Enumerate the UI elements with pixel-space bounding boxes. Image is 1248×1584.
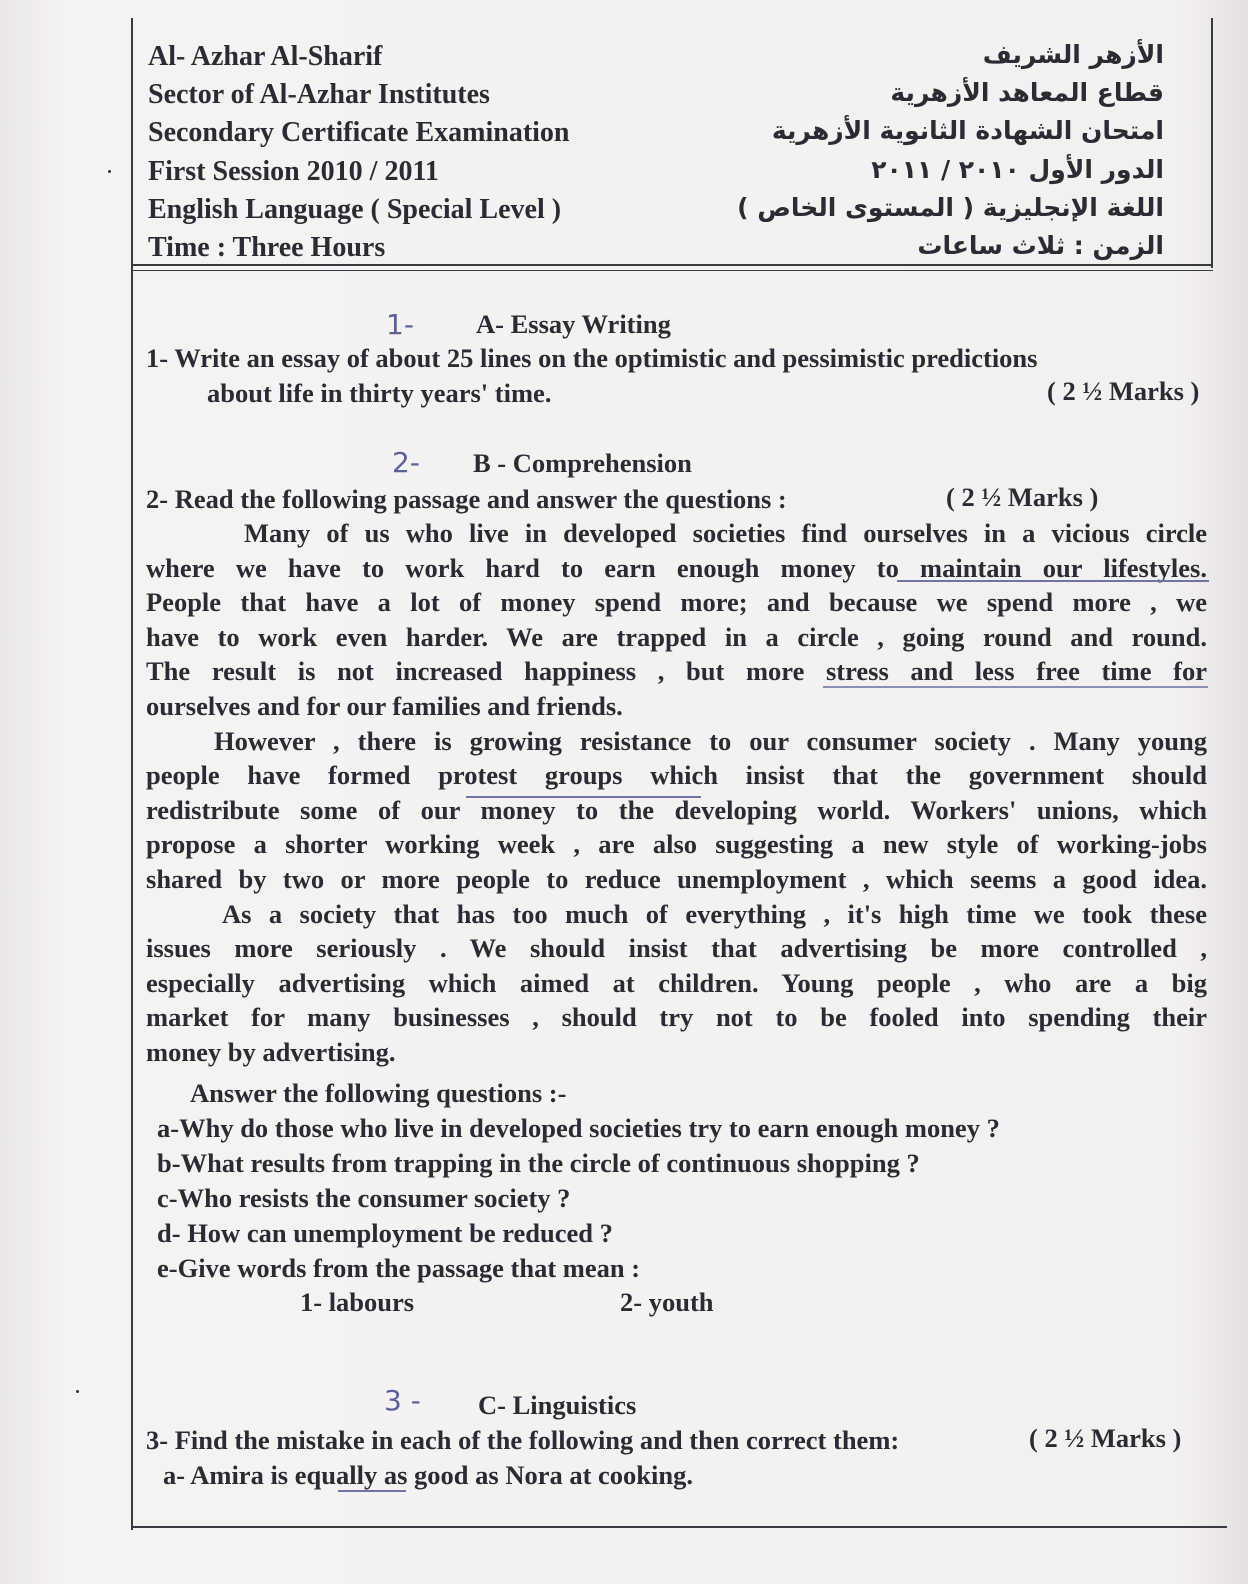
exam-name-ar: امتحان الشهادة الثانوية الأزهرية [771, 116, 1164, 146]
question-2a: a-Why do those who live in developed societies try to earn enough money ? [157, 1113, 1000, 1143]
header-english [148, 38, 570, 267]
section-c-title: C- Linguistics [478, 1390, 637, 1420]
questions-intro: Answer the following questions :- [190, 1078, 567, 1108]
duration: Time : Three Hours [148, 232, 386, 264]
question-2e: e-Give words from the passage that mean : [157, 1253, 641, 1283]
question-2-prompt: 2- Read the following passage and answer the questions : [146, 484, 787, 514]
passage-line: ourselves and for our families and friends. [146, 690, 623, 721]
frame-right-border [1211, 18, 1213, 268]
section-a-title: A- Essay Writing [476, 309, 671, 339]
subject: English Language ( Special Level ) [148, 193, 562, 225]
passage-line: money by advertising. [146, 1036, 396, 1067]
subject-ar: اللغة الإنجليزية ( المستوى الخاص ) [737, 192, 1164, 222]
passage-line: Many of us who live in developed societies find ourselves in a vicious circle [244, 518, 1207, 548]
handwritten-number: 2- [392, 446, 420, 479]
sector-name-ar: قطاع المعاهد الأزهرية [890, 78, 1164, 108]
passage-line: market for many businesses , should try not to be fooled into spending their [146, 1002, 1207, 1033]
passage-line: have to work even harder. We are trapped in a circle , going round and round. [146, 621, 1207, 652]
session: First Session 2010 / 2011 [148, 155, 439, 187]
passage-line: where we have to work hard to earn enough money to maintain our lifestyles. [146, 552, 1207, 583]
frame-bottom-border [131, 1526, 1227, 1528]
passage-line: The result is not increased happiness , but more stress and less free time for [146, 656, 1207, 687]
passage-line: People that have a lot of money spend more; and because we spend more , we [146, 587, 1207, 618]
header-divider-thin [133, 270, 1213, 271]
question-1-marks: ( 2 ½ Marks ) [1047, 376, 1200, 406]
passage-line: people have formed protest groups which insist that the government should [146, 760, 1207, 791]
pen-underline [466, 796, 701, 798]
institution-name-ar: الأزهر الشريف [982, 40, 1164, 69]
question-3-prompt: 3- Find the mistake in each of the following and then correct them: [146, 1425, 900, 1455]
duration-ar: الزمن : ثلاث ساعات [917, 231, 1164, 261]
question-3-marks: ( 2 ½ Marks ) [1029, 1423, 1182, 1453]
passage-line: especially advertising which aimed at children. Young people , who are a big [146, 967, 1207, 998]
question-1-line1: 1- Write an essay of about 25 lines on the optimistic and pessimistic predictions [146, 343, 1038, 373]
question-2b: b-What results from trapping in the circle of continuous shopping ? [157, 1148, 920, 1178]
passage-line: issues more seriously . We should insist that advertising be more controlled , [146, 933, 1207, 964]
handwritten-number: 3 - [384, 1384, 421, 1417]
question-2c: c-Who resists the consumer society ? [157, 1183, 571, 1213]
frame-left-border [131, 18, 133, 1530]
word-item-2: 2- youth [620, 1287, 714, 1317]
session-ar: الدور الأول ٢٠١٠ / ٢٠١١ [871, 154, 1164, 184]
passage-line: shared by two or more people to reduce unemployment , which seems a good idea. [146, 863, 1207, 894]
passage-line: As a society that has too much of everything , it's high time we took these [222, 898, 1207, 929]
speck [76, 1390, 79, 1393]
question-2d: d- How can unemployment be reduced ? [157, 1218, 613, 1248]
passage-line: However , there is growing resistance to our consumer society . Many young [214, 725, 1207, 756]
handwritten-number: 1- [386, 308, 414, 341]
question-2-marks: ( 2 ½ Marks ) [946, 482, 1099, 512]
pen-underline [897, 580, 1209, 582]
reading-passage [146, 516, 1207, 1070]
word-item-1: 1- labours [300, 1287, 415, 1317]
passage-line: redistribute some of our money to the developing world. Workers' unions, which [146, 794, 1207, 825]
question-1-line2: about life in thirty years' time. [207, 378, 552, 408]
passage-line: propose a shorter working week , are also suggesting a new style of working-jobs [146, 829, 1207, 860]
institution-name: Al- Azhar Al-Sharif [148, 41, 383, 72]
speck [108, 170, 111, 173]
question-3a: a- Amira is equally as good as Nora at cooking. [163, 1460, 694, 1490]
section-b-title: B - Comprehension [473, 448, 692, 478]
header-arabic [737, 36, 1164, 265]
exam-name: Secondary Certificate Examination [148, 117, 570, 149]
sector-name: Sector of Al-Azhar Institutes [148, 79, 490, 111]
pen-underline [823, 686, 1208, 688]
